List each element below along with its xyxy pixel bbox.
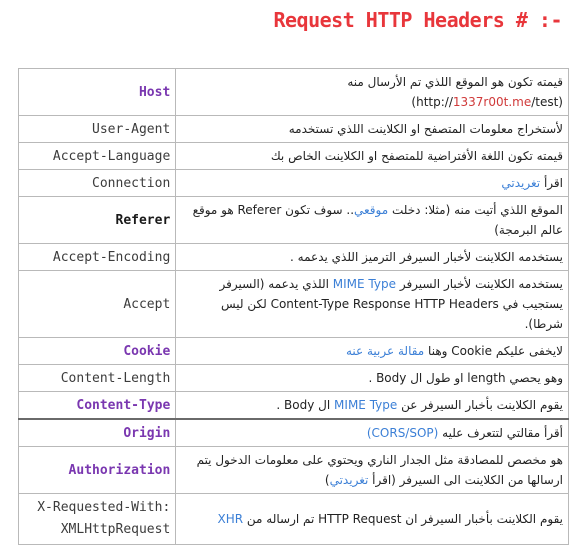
header-description: قيمته تكون هو الموقع اللذي تم الأرسال منه (http://1337r00t.me/test) (176, 69, 569, 116)
header-description: هو مخصص للمصادقة مثل الجدار الناري ويحتوي على معلومات الدخول يتم ارسالها من الكلاينت الى السيرفر (اقرأ تغريدتي) (176, 447, 569, 494)
table-row (19, 69, 569, 116)
header-description: لايخفى عليكم Cookie وهنا مقالة عربية عنه (176, 338, 569, 365)
table-row (19, 338, 569, 365)
header-name: Content-Length (19, 365, 176, 392)
xhr-link[interactable]: XHR (217, 512, 244, 526)
header-name: Referer (19, 197, 176, 244)
table-row (19, 170, 569, 197)
header-description: الموقع اللذي أتيت منه (مثلا: دخلت موقعي.. سوف تكون Referer هو موقع عالم البرمجة) (176, 197, 569, 244)
header-name: Authorization (19, 447, 176, 494)
mime-type-link[interactable]: MIME Type (332, 277, 396, 291)
tweet-link[interactable]: تغريدتي (329, 473, 369, 487)
table-row (19, 419, 569, 447)
header-description: يستخدمه الكلاينت لأخبار السيرفر الترميز اللذي يدعمه . (176, 244, 569, 271)
table-row (19, 197, 569, 244)
table-row (19, 143, 569, 170)
header-name: Content-Type (19, 392, 176, 420)
header-name: Accept (19, 271, 176, 338)
header-description: لأستخراج معلومات المتصفح او الكلاينت اللذي تستخدمه (176, 116, 569, 143)
header-name: Connection (19, 170, 176, 197)
table-row (19, 447, 569, 494)
page-heading: Request HTTP Headers # :- (273, 8, 562, 32)
header-description: يقوم الكلاينت بأخبار السيرفر ان HTTP Request تم ارساله من XHR (176, 494, 569, 545)
header-name: Host (19, 69, 176, 116)
table-row (19, 365, 569, 392)
example-url: (http://1337r00t.me/test) (411, 95, 563, 109)
table-row (19, 116, 569, 143)
header-description: قيمته تكون اللغة الأفتراضية للمتصفح او الكلاينت الخاص بك (176, 143, 569, 170)
headers-table (18, 68, 569, 545)
header-name: Accept-Encoding (19, 244, 176, 271)
header-name: X-Requested-With: XMLHttpRequest (19, 494, 176, 545)
cors-sop-link[interactable]: (CORS/SOP) (366, 426, 439, 440)
my-site-link[interactable]: موقعي (354, 203, 389, 217)
header-description: يستخدمه الكلاينت لأخبار السيرفر MIME Type اللذي يدعمه (السيرفر يستجيب في Content-Type Response HTTP Headers لكن ليس شرطا). (176, 271, 569, 338)
table-row (19, 271, 569, 338)
header-name: Accept-Language (19, 143, 176, 170)
header-name: Cookie (19, 338, 176, 365)
header-description: أقرأ مقالتي لتتعرف عليه (CORS/SOP) (176, 419, 569, 447)
header-description: يقوم الكلاينت بأخبار السيرفر عن MIME Type ال Body . (176, 392, 569, 420)
header-name: User-Agent (19, 116, 176, 143)
cookie-article-link[interactable]: مقالة عربية عنه (345, 344, 425, 358)
tweet-link[interactable]: تغريدتي (501, 176, 541, 190)
header-description: وهو يحصي length او طول ال Body . (176, 365, 569, 392)
header-description: اقرأ تغريدتي (176, 170, 569, 197)
mime-type-link[interactable]: MIME Type (334, 398, 398, 412)
table-row (19, 392, 569, 420)
table-row (19, 494, 569, 545)
header-name: Origin (19, 419, 176, 447)
table-row (19, 244, 569, 271)
